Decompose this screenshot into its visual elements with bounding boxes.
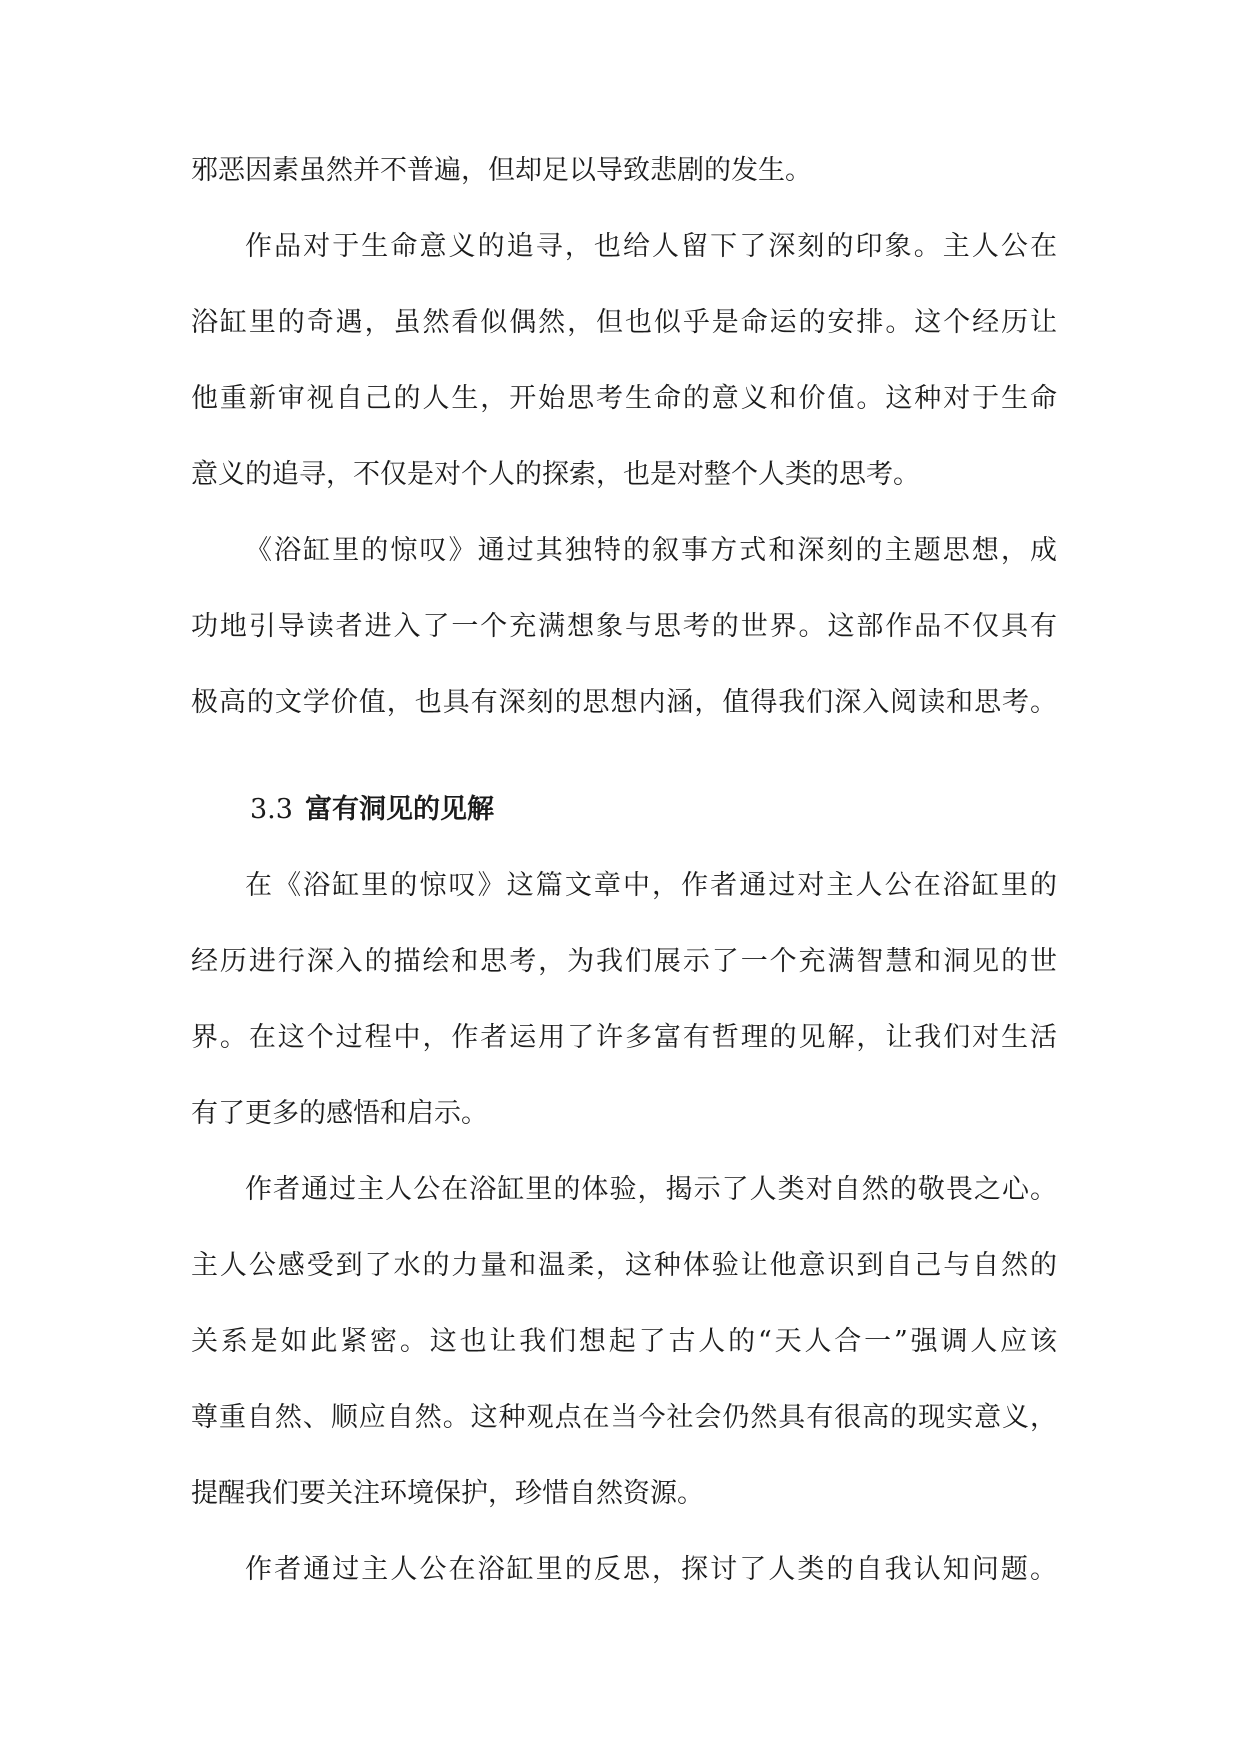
text-line: 《浴缸里的惊叹》通过其独特的叙事方式和深刻的主题思想，成 xyxy=(245,535,1057,566)
text-line: 意义的追寻，不仅是对个人的探索，也是对整个人类的思考。 xyxy=(191,459,920,490)
text-line: 他重新审视自己的人生，开始思考生命的意义和价值。这种对于生命 xyxy=(191,383,1057,414)
paragraph xyxy=(191,1532,1057,1608)
paragraph xyxy=(191,209,1057,513)
text-line: 在《浴缸里的惊叹》这篇文章中，作者通过对主人公在浴缸里的 xyxy=(245,870,1057,901)
text-line: 极高的文学价值，也具有深刻的思想内涵，值得我们深入阅读和思考。 xyxy=(191,687,1057,718)
document-body xyxy=(191,133,1057,1608)
text-line: 提醒我们要关注环境保护，珍惜自然资源。 xyxy=(191,1478,704,1509)
paragraph xyxy=(191,513,1057,741)
text-line: 浴缸里的奇遇，虽然看似偶然，但也似乎是命运的安排。这个经历让 xyxy=(191,307,1057,338)
section-title: 富有洞见的见解 xyxy=(304,794,494,825)
text-line: 主人公感受到了水的力量和温柔，这种体验让他意识到自己与自然的 xyxy=(191,1250,1057,1281)
text-line: 界。在这个过程中，作者运用了许多富有哲理的见解，让我们对生活 xyxy=(191,1022,1057,1053)
text-line: 经历进行深入的描绘和思考，为我们展示了一个充满智慧和洞见的世 xyxy=(191,946,1057,977)
text-line: 作者通过主人公在浴缸里的反思，探讨了人类的自我认知问题。 xyxy=(245,1554,1057,1585)
text-line: 作品对于生命意义的追寻，也给人留下了深刻的印象。主人公在 xyxy=(245,231,1057,262)
text-line: 尊重自然、顺应自然。这种观点在当今社会仍然具有很高的现实意义， xyxy=(191,1402,1057,1433)
text-line: 功地引导读者进入了一个充满想象与思考的世界。这部作品不仅具有 xyxy=(191,611,1057,642)
text-line: 关系是如此紧密。这也让我们想起了古人的“天人合一”强调人应该 xyxy=(191,1326,1057,1357)
text-line: 作者通过主人公在浴缸里的体验，揭示了人类对自然的敬畏之心。 xyxy=(245,1174,1057,1205)
paragraph xyxy=(191,133,1057,209)
text-line: 邪恶因素虽然并不普遍，但却足以导致悲剧的发生。 xyxy=(191,155,812,186)
paragraph xyxy=(191,848,1057,1152)
paragraph xyxy=(191,1152,1057,1532)
text-line: 有了更多的感悟和启示。 xyxy=(191,1098,488,1129)
section-number: 3.3 xyxy=(250,794,293,825)
section-heading xyxy=(191,772,1057,848)
